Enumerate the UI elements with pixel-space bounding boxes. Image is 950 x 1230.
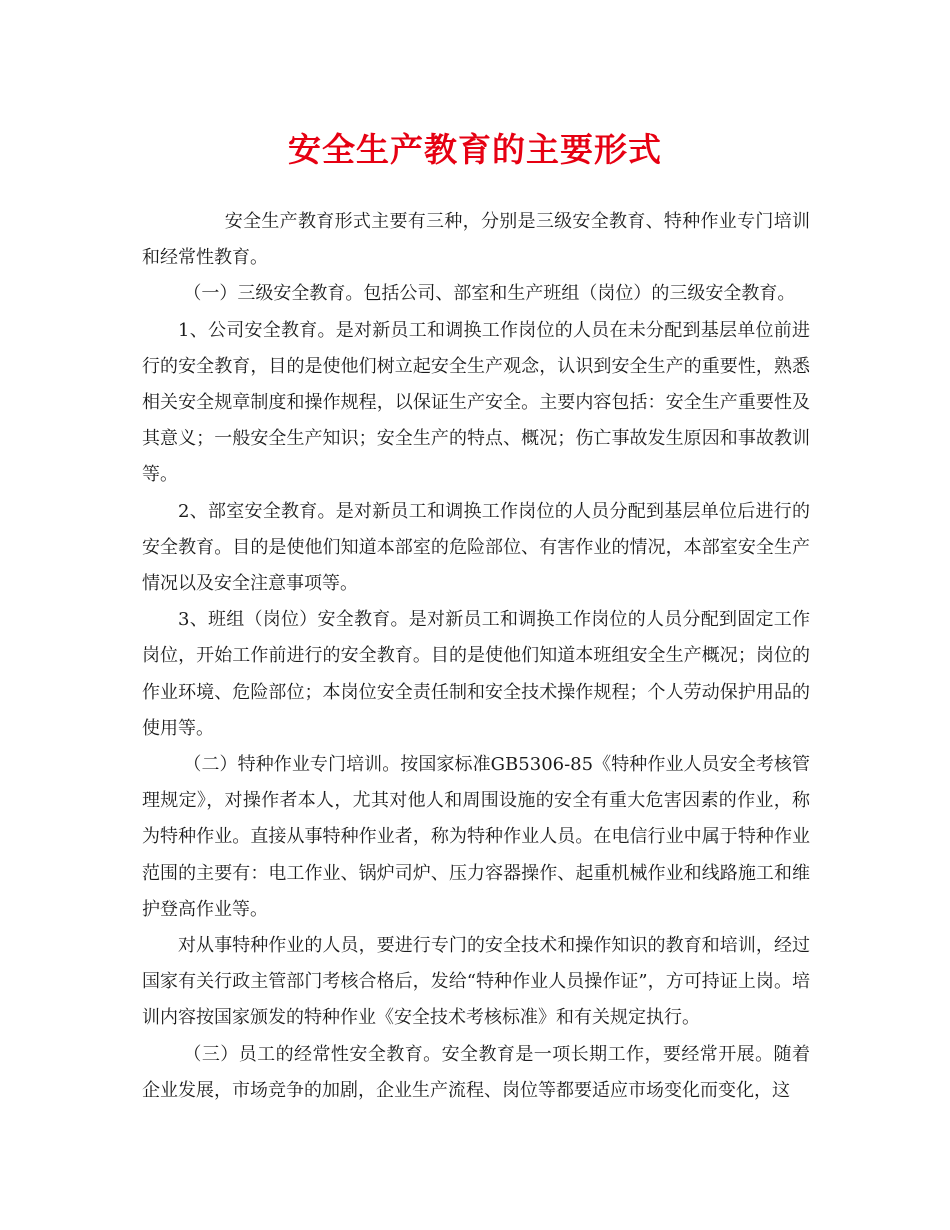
- paragraph-special-operations: 对从事特种作业的人员，要进行专门的安全技术和操作知识的教育和培训，经过国家有关行政主管部门考核合格后，发给“特种作业人员操作证”，方可持证上岗。培训内容按国家颁发的特种作业《安全技术考核标准》和有关规定执行。: [142, 935, 810, 1029]
- paragraph-section-three: （三）员工的经常性安全教育。安全教育是一项长期工作，要经常开展。随着企业发展，市场竞争的加剧，企业生产流程、岗位等都要适应市场变化而变化，这: [142, 1043, 810, 1101]
- paragraph-company-education: 1、公司安全教育。是对新员工和调换工作岗位的人员在未分配到基层单位前进行的安全教育，目的是使他们树立起安全生产观念，认识到安全生产的重要性，熟悉相关安全规章制度和操作规程，以保证生产安全。主要内容包括：安全生产重要性及其意义；一般安全生产知识；安全生产的特点、概况；伤亡事故发生原因和事故教训等。: [142, 319, 810, 486]
- paragraph-section-two: （二）特种作业专门培训。按国家标准GB5306-85《特种作业人员安全考核管理规定》，对操作者本人，尤其对他人和周围设施的安全有重大危害因素的作业，称为特种作业。直接从事特种作业者，称为特种作业人员。在电信行业中属于特种作业范围的主要有：电工作业、锅炉司炉、压力容器操作、起重机械作业和线路施工和维护登高作业等。: [142, 754, 810, 920]
- document-body: [142, 204, 810, 1109]
- document-title: 安全生产教育的主要形式: [288, 130, 662, 169]
- paragraph-intro: 安全生产教育形式主要有三种，分别是三级安全教育、特种作业专门培训和经常性教育。: [142, 211, 810, 269]
- paragraph-department-education: 2、部室安全教育。是对新员工和调换工作岗位的人员分配到基层单位后进行的安全教育。目的是使他们知道本部室的危险部位、有害作业的情况，本部室安全生产情况以及安全注意事项等。: [142, 500, 810, 595]
- paragraph-team-education: 3、班组（岗位）安全教育。是对新员工和调换工作岗位的人员分配到固定工作岗位，开始工作前进行的安全教育。目的是使他们知道本班组安全生产概况；岗位的作业环境、危险部位；本岗位安全责任制和安全技术操作规程；个人劳动保护用品的使用等。: [142, 609, 810, 739]
- paragraph-section-one: （一）三级安全教育。包括公司、部室和生产班组（岗位）的三级安全教育。: [183, 283, 796, 305]
